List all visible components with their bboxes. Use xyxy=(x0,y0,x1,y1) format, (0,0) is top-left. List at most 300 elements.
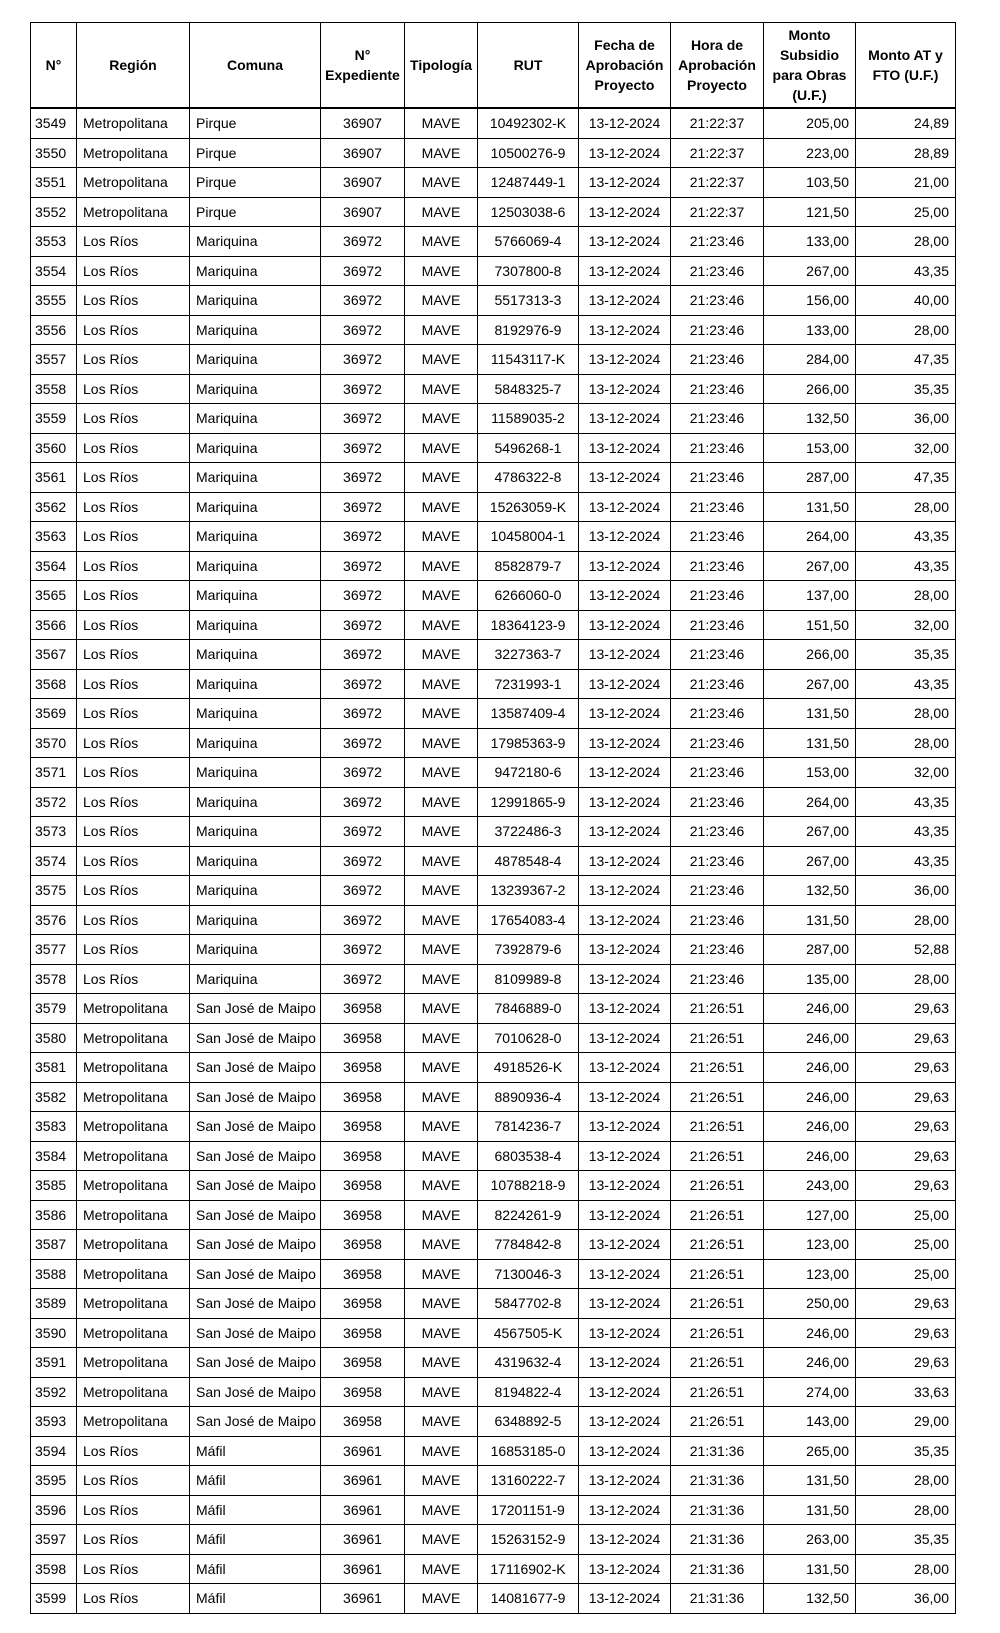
monto-at-cell: 32,00 xyxy=(856,758,956,788)
fecha-cell: 13-12-2024 xyxy=(579,1436,671,1466)
comuna-cell: Mariquina xyxy=(190,876,321,906)
hora-cell: 21:23:46 xyxy=(671,640,764,670)
hora-cell: 21:23:46 xyxy=(671,315,764,345)
hora-cell: 21:23:46 xyxy=(671,758,764,788)
hora-cell: 21:22:37 xyxy=(671,168,764,198)
monto-at-cell: 52,88 xyxy=(856,935,956,965)
rut-cell: 10492302-K xyxy=(478,108,579,138)
monto-at-cell: 29,63 xyxy=(856,1112,956,1142)
rut-cell: 8192976-9 xyxy=(478,315,579,345)
table-row xyxy=(31,640,956,670)
region-cell: Metropolitana xyxy=(77,168,190,198)
fecha-cell: 13-12-2024 xyxy=(579,522,671,552)
comuna-cell: Mariquina xyxy=(190,728,321,758)
tipologia-cell: MAVE xyxy=(405,699,478,729)
row-number: 3560 xyxy=(31,433,77,463)
header-rut: RUT xyxy=(478,23,579,109)
row-number: 3575 xyxy=(31,876,77,906)
monto-at-cell: 47,35 xyxy=(856,463,956,493)
expediente-cell: 36972 xyxy=(321,286,405,316)
monto-obras-cell: 132,50 xyxy=(764,876,856,906)
rut-cell: 7231993-1 xyxy=(478,669,579,699)
tipologia-cell: MAVE xyxy=(405,1525,478,1555)
monto-at-cell: 35,35 xyxy=(856,640,956,670)
tipologia-cell: MAVE xyxy=(405,1171,478,1201)
region-cell: Los Ríos xyxy=(77,935,190,965)
row-number: 3571 xyxy=(31,758,77,788)
rut-cell: 11589035-2 xyxy=(478,404,579,434)
rut-cell: 17116902-K xyxy=(478,1554,579,1584)
region-cell: Los Ríos xyxy=(77,640,190,670)
fecha-cell: 13-12-2024 xyxy=(579,640,671,670)
monto-at-cell: 32,00 xyxy=(856,610,956,640)
monto-obras-cell: 267,00 xyxy=(764,846,856,876)
comuna-cell: Máfil xyxy=(190,1466,321,1496)
monto-obras-cell: 123,00 xyxy=(764,1259,856,1289)
comuna-cell: Pirque xyxy=(190,138,321,168)
rut-cell: 16853185-0 xyxy=(478,1436,579,1466)
region-cell: Metropolitana xyxy=(77,197,190,227)
rut-cell: 12487449-1 xyxy=(478,168,579,198)
table-row xyxy=(31,492,956,522)
comuna-cell: Mariquina xyxy=(190,374,321,404)
region-cell: Los Ríos xyxy=(77,758,190,788)
rut-cell: 7392879-6 xyxy=(478,935,579,965)
table-row xyxy=(31,610,956,640)
header-numero: N° xyxy=(31,23,77,109)
monto-obras-cell: 121,50 xyxy=(764,197,856,227)
tipologia-cell: MAVE xyxy=(405,1141,478,1171)
table-row xyxy=(31,1171,956,1201)
tipologia-cell: MAVE xyxy=(405,1407,478,1437)
expediente-cell: 36958 xyxy=(321,1200,405,1230)
row-number: 3574 xyxy=(31,846,77,876)
monto-obras-cell: 131,50 xyxy=(764,905,856,935)
expediente-cell: 36972 xyxy=(321,256,405,286)
comuna-cell: Máfil xyxy=(190,1495,321,1525)
comuna-cell: Pirque xyxy=(190,168,321,198)
rut-cell: 15263152-9 xyxy=(478,1525,579,1555)
row-number: 3570 xyxy=(31,728,77,758)
rut-cell: 13160222-7 xyxy=(478,1466,579,1496)
comuna-cell: San José de Maipo xyxy=(190,1141,321,1171)
hora-cell: 21:22:37 xyxy=(671,138,764,168)
tipologia-cell: MAVE xyxy=(405,1348,478,1378)
table-row xyxy=(31,1466,956,1496)
expediente-cell: 36958 xyxy=(321,994,405,1024)
expediente-cell: 36958 xyxy=(321,1112,405,1142)
region-cell: Metropolitana xyxy=(77,994,190,1024)
tipologia-cell: MAVE xyxy=(405,817,478,847)
monto-at-cell: 43,35 xyxy=(856,787,956,817)
region-cell: Los Ríos xyxy=(77,905,190,935)
fecha-cell: 13-12-2024 xyxy=(579,1141,671,1171)
rut-cell: 17201151-9 xyxy=(478,1495,579,1525)
hora-cell: 21:26:51 xyxy=(671,1200,764,1230)
hora-cell: 21:23:46 xyxy=(671,610,764,640)
monto-at-cell: 43,35 xyxy=(856,846,956,876)
row-number: 3553 xyxy=(31,227,77,257)
monto-at-cell: 43,35 xyxy=(856,256,956,286)
table-row xyxy=(31,1436,956,1466)
monto-at-cell: 28,00 xyxy=(856,905,956,935)
fecha-cell: 13-12-2024 xyxy=(579,315,671,345)
rut-cell: 8582879-7 xyxy=(478,551,579,581)
tipologia-cell: MAVE xyxy=(405,108,478,138)
expediente-cell: 36972 xyxy=(321,758,405,788)
hora-cell: 21:23:46 xyxy=(671,935,764,965)
monto-obras-cell: 132,50 xyxy=(764,1584,856,1614)
expediente-cell: 36958 xyxy=(321,1082,405,1112)
comuna-cell: Mariquina xyxy=(190,551,321,581)
table-row xyxy=(31,876,956,906)
expediente-cell: 36958 xyxy=(321,1023,405,1053)
expediente-cell: 36958 xyxy=(321,1348,405,1378)
region-cell: Los Ríos xyxy=(77,522,190,552)
row-number: 3556 xyxy=(31,315,77,345)
row-number: 3561 xyxy=(31,463,77,493)
rut-cell: 11543117-K xyxy=(478,345,579,375)
hora-cell: 21:23:46 xyxy=(671,433,764,463)
hora-cell: 21:31:36 xyxy=(671,1525,764,1555)
table-row xyxy=(31,1259,956,1289)
monto-at-cell: 28,00 xyxy=(856,315,956,345)
header-tipologia: Tipología xyxy=(405,23,478,109)
tipologia-cell: MAVE xyxy=(405,1112,478,1142)
table-row xyxy=(31,1495,956,1525)
hora-cell: 21:23:46 xyxy=(671,404,764,434)
tipologia-cell: MAVE xyxy=(405,1584,478,1614)
fecha-cell: 13-12-2024 xyxy=(579,817,671,847)
fecha-cell: 13-12-2024 xyxy=(579,994,671,1024)
table-row xyxy=(31,227,956,257)
region-cell: Los Ríos xyxy=(77,728,190,758)
expediente-cell: 36972 xyxy=(321,581,405,611)
row-number: 3585 xyxy=(31,1171,77,1201)
fecha-cell: 13-12-2024 xyxy=(579,1407,671,1437)
monto-at-cell: 32,00 xyxy=(856,433,956,463)
row-number: 3550 xyxy=(31,138,77,168)
tipologia-cell: MAVE xyxy=(405,1554,478,1584)
comuna-cell: San José de Maipo xyxy=(190,1230,321,1260)
expediente-cell: 36972 xyxy=(321,374,405,404)
monto-at-cell: 28,00 xyxy=(856,581,956,611)
header-comuna: Comuna xyxy=(190,23,321,109)
monto-obras-cell: 287,00 xyxy=(764,935,856,965)
monto-obras-cell: 205,00 xyxy=(764,108,856,138)
tipologia-cell: MAVE xyxy=(405,846,478,876)
fecha-cell: 13-12-2024 xyxy=(579,581,671,611)
hora-cell: 21:26:51 xyxy=(671,1289,764,1319)
comuna-cell: Mariquina xyxy=(190,610,321,640)
monto-at-cell: 47,35 xyxy=(856,345,956,375)
hora-cell: 21:31:36 xyxy=(671,1554,764,1584)
rut-cell: 3722486-3 xyxy=(478,817,579,847)
expediente-cell: 36972 xyxy=(321,345,405,375)
table-row xyxy=(31,1053,956,1083)
monto-obras-cell: 137,00 xyxy=(764,581,856,611)
tipologia-cell: MAVE xyxy=(405,1495,478,1525)
fecha-cell: 13-12-2024 xyxy=(579,1466,671,1496)
hora-cell: 21:22:37 xyxy=(671,197,764,227)
hora-cell: 21:23:46 xyxy=(671,286,764,316)
rut-cell: 7130046-3 xyxy=(478,1259,579,1289)
hora-cell: 21:26:51 xyxy=(671,1407,764,1437)
fecha-cell: 13-12-2024 xyxy=(579,1259,671,1289)
region-cell: Los Ríos xyxy=(77,1436,190,1466)
monto-obras-cell: 151,50 xyxy=(764,610,856,640)
fecha-cell: 13-12-2024 xyxy=(579,876,671,906)
fecha-cell: 13-12-2024 xyxy=(579,1377,671,1407)
table-body xyxy=(31,108,956,1613)
rut-cell: 4567505-K xyxy=(478,1318,579,1348)
row-number: 3596 xyxy=(31,1495,77,1525)
table-row xyxy=(31,522,956,552)
row-number: 3569 xyxy=(31,699,77,729)
row-number: 3566 xyxy=(31,610,77,640)
comuna-cell: San José de Maipo xyxy=(190,1318,321,1348)
fecha-cell: 13-12-2024 xyxy=(579,138,671,168)
hora-cell: 21:23:46 xyxy=(671,551,764,581)
monto-at-cell: 36,00 xyxy=(856,876,956,906)
hora-cell: 21:23:46 xyxy=(671,699,764,729)
tipologia-cell: MAVE xyxy=(405,1436,478,1466)
table-row xyxy=(31,728,956,758)
fecha-cell: 13-12-2024 xyxy=(579,758,671,788)
region-cell: Metropolitana xyxy=(77,1112,190,1142)
monto-obras-cell: 246,00 xyxy=(764,1082,856,1112)
region-cell: Metropolitana xyxy=(77,1259,190,1289)
monto-at-cell: 40,00 xyxy=(856,286,956,316)
fecha-cell: 13-12-2024 xyxy=(579,905,671,935)
monto-obras-cell: 287,00 xyxy=(764,463,856,493)
comuna-cell: Mariquina xyxy=(190,787,321,817)
expediente-cell: 36907 xyxy=(321,168,405,198)
row-number: 3592 xyxy=(31,1377,77,1407)
tipologia-cell: MAVE xyxy=(405,492,478,522)
hora-cell: 21:23:46 xyxy=(671,787,764,817)
row-number: 3577 xyxy=(31,935,77,965)
row-number: 3579 xyxy=(31,994,77,1024)
expediente-cell: 36961 xyxy=(321,1436,405,1466)
monto-obras-cell: 267,00 xyxy=(764,551,856,581)
rut-cell: 17654083-4 xyxy=(478,905,579,935)
rut-cell: 7814236-7 xyxy=(478,1112,579,1142)
monto-at-cell: 29,63 xyxy=(856,1053,956,1083)
expediente-cell: 36972 xyxy=(321,404,405,434)
comuna-cell: Máfil xyxy=(190,1525,321,1555)
monto-at-cell: 28,00 xyxy=(856,1495,956,1525)
fecha-cell: 13-12-2024 xyxy=(579,1053,671,1083)
region-cell: Los Ríos xyxy=(77,846,190,876)
row-number: 3572 xyxy=(31,787,77,817)
rut-cell: 17985363-9 xyxy=(478,728,579,758)
comuna-cell: Mariquina xyxy=(190,404,321,434)
comuna-cell: San José de Maipo xyxy=(190,1171,321,1201)
comuna-cell: San José de Maipo xyxy=(190,1377,321,1407)
table-row xyxy=(31,1525,956,1555)
expediente-cell: 36972 xyxy=(321,640,405,670)
monto-obras-cell: 133,00 xyxy=(764,227,856,257)
monto-at-cell: 25,00 xyxy=(856,1230,956,1260)
monto-obras-cell: 250,00 xyxy=(764,1289,856,1319)
tipologia-cell: MAVE xyxy=(405,256,478,286)
table-row xyxy=(31,463,956,493)
monto-at-cell: 43,35 xyxy=(856,817,956,847)
comuna-cell: San José de Maipo xyxy=(190,1348,321,1378)
row-number: 3576 xyxy=(31,905,77,935)
expediente-cell: 36972 xyxy=(321,433,405,463)
monto-obras-cell: 266,00 xyxy=(764,374,856,404)
comuna-cell: San José de Maipo xyxy=(190,1023,321,1053)
tipologia-cell: MAVE xyxy=(405,581,478,611)
rut-cell: 5517313-3 xyxy=(478,286,579,316)
hora-cell: 21:31:36 xyxy=(671,1436,764,1466)
fecha-cell: 13-12-2024 xyxy=(579,227,671,257)
monto-at-cell: 25,00 xyxy=(856,1200,956,1230)
table-row xyxy=(31,669,956,699)
tipologia-cell: MAVE xyxy=(405,1259,478,1289)
table-row xyxy=(31,1200,956,1230)
monto-at-cell: 36,00 xyxy=(856,404,956,434)
tipologia-cell: MAVE xyxy=(405,374,478,404)
comuna-cell: Mariquina xyxy=(190,935,321,965)
monto-obras-cell: 143,00 xyxy=(764,1407,856,1437)
monto-at-cell: 28,00 xyxy=(856,227,956,257)
tipologia-cell: MAVE xyxy=(405,1230,478,1260)
rut-cell: 8890936-4 xyxy=(478,1082,579,1112)
tipologia-cell: MAVE xyxy=(405,315,478,345)
hora-cell: 21:26:51 xyxy=(671,1053,764,1083)
hora-cell: 21:23:46 xyxy=(671,905,764,935)
expediente-cell: 36972 xyxy=(321,669,405,699)
region-cell: Los Ríos xyxy=(77,286,190,316)
row-number: 3590 xyxy=(31,1318,77,1348)
rut-cell: 8109989-8 xyxy=(478,964,579,994)
comuna-cell: Mariquina xyxy=(190,315,321,345)
header-row xyxy=(31,23,956,109)
monto-obras-cell: 103,50 xyxy=(764,168,856,198)
region-cell: Metropolitana xyxy=(77,1289,190,1319)
data-table-container xyxy=(30,22,956,1614)
region-cell: Los Ríos xyxy=(77,433,190,463)
expediente-cell: 36961 xyxy=(321,1554,405,1584)
expediente-cell: 36958 xyxy=(321,1377,405,1407)
region-cell: Los Ríos xyxy=(77,551,190,581)
fecha-cell: 13-12-2024 xyxy=(579,433,671,463)
rut-cell: 5848325-7 xyxy=(478,374,579,404)
fecha-cell: 13-12-2024 xyxy=(579,1112,671,1142)
row-number: 3584 xyxy=(31,1141,77,1171)
fecha-cell: 13-12-2024 xyxy=(579,1554,671,1584)
tipologia-cell: MAVE xyxy=(405,1082,478,1112)
table-row xyxy=(31,1348,956,1378)
row-number: 3578 xyxy=(31,964,77,994)
hora-cell: 21:31:36 xyxy=(671,1584,764,1614)
hora-cell: 21:26:51 xyxy=(671,1171,764,1201)
monto-obras-cell: 267,00 xyxy=(764,817,856,847)
region-cell: Los Ríos xyxy=(77,1584,190,1614)
hora-cell: 21:23:46 xyxy=(671,374,764,404)
tipologia-cell: MAVE xyxy=(405,610,478,640)
region-cell: Los Ríos xyxy=(77,699,190,729)
header-region: Región xyxy=(77,23,190,109)
rut-cell: 8224261-9 xyxy=(478,1200,579,1230)
tipologia-cell: MAVE xyxy=(405,935,478,965)
row-number: 3587 xyxy=(31,1230,77,1260)
monto-obras-cell: 131,50 xyxy=(764,728,856,758)
row-number: 3568 xyxy=(31,669,77,699)
hora-cell: 21:23:46 xyxy=(671,728,764,758)
expediente-cell: 36961 xyxy=(321,1525,405,1555)
rut-cell: 7784842-8 xyxy=(478,1230,579,1260)
tipologia-cell: MAVE xyxy=(405,227,478,257)
rut-cell: 4786322-8 xyxy=(478,463,579,493)
hora-cell: 21:26:51 xyxy=(671,994,764,1024)
monto-at-cell: 35,35 xyxy=(856,374,956,404)
tipologia-cell: MAVE xyxy=(405,1053,478,1083)
table-row xyxy=(31,108,956,138)
row-number: 3562 xyxy=(31,492,77,522)
rut-cell: 7307800-8 xyxy=(478,256,579,286)
comuna-cell: Mariquina xyxy=(190,227,321,257)
monto-at-cell: 35,35 xyxy=(856,1436,956,1466)
region-cell: Los Ríos xyxy=(77,876,190,906)
header-hora: Hora de Aprobación Proyecto xyxy=(671,23,764,109)
monto-obras-cell: 246,00 xyxy=(764,1348,856,1378)
hora-cell: 21:31:36 xyxy=(671,1466,764,1496)
tipologia-cell: MAVE xyxy=(405,905,478,935)
monto-obras-cell: 153,00 xyxy=(764,433,856,463)
expediente-cell: 36972 xyxy=(321,846,405,876)
comuna-cell: Mariquina xyxy=(190,581,321,611)
rut-cell: 6348892-5 xyxy=(478,1407,579,1437)
hora-cell: 21:26:51 xyxy=(671,1377,764,1407)
comuna-cell: Pirque xyxy=(190,197,321,227)
rut-cell: 8194822-4 xyxy=(478,1377,579,1407)
fecha-cell: 13-12-2024 xyxy=(579,1289,671,1319)
hora-cell: 21:23:46 xyxy=(671,492,764,522)
tipologia-cell: MAVE xyxy=(405,522,478,552)
table-row xyxy=(31,994,956,1024)
comuna-cell: Mariquina xyxy=(190,345,321,375)
expediente-cell: 36961 xyxy=(321,1466,405,1496)
fecha-cell: 13-12-2024 xyxy=(579,964,671,994)
comuna-cell: Mariquina xyxy=(190,964,321,994)
rut-cell: 5766069-4 xyxy=(478,227,579,257)
hora-cell: 21:26:51 xyxy=(671,1023,764,1053)
fecha-cell: 13-12-2024 xyxy=(579,1082,671,1112)
monto-obras-cell: 223,00 xyxy=(764,138,856,168)
table-row xyxy=(31,1377,956,1407)
region-cell: Los Ríos xyxy=(77,1554,190,1584)
table-row xyxy=(31,758,956,788)
monto-at-cell: 29,63 xyxy=(856,1141,956,1171)
monto-obras-cell: 246,00 xyxy=(764,1023,856,1053)
fecha-cell: 13-12-2024 xyxy=(579,1584,671,1614)
fecha-cell: 13-12-2024 xyxy=(579,551,671,581)
comuna-cell: Mariquina xyxy=(190,433,321,463)
monto-at-cell: 36,00 xyxy=(856,1584,956,1614)
tipologia-cell: MAVE xyxy=(405,1377,478,1407)
table-row xyxy=(31,433,956,463)
hora-cell: 21:26:51 xyxy=(671,1141,764,1171)
region-cell: Los Ríos xyxy=(77,404,190,434)
comuna-cell: San José de Maipo xyxy=(190,1112,321,1142)
comuna-cell: Mariquina xyxy=(190,846,321,876)
table-row xyxy=(31,374,956,404)
comuna-cell: Mariquina xyxy=(190,905,321,935)
